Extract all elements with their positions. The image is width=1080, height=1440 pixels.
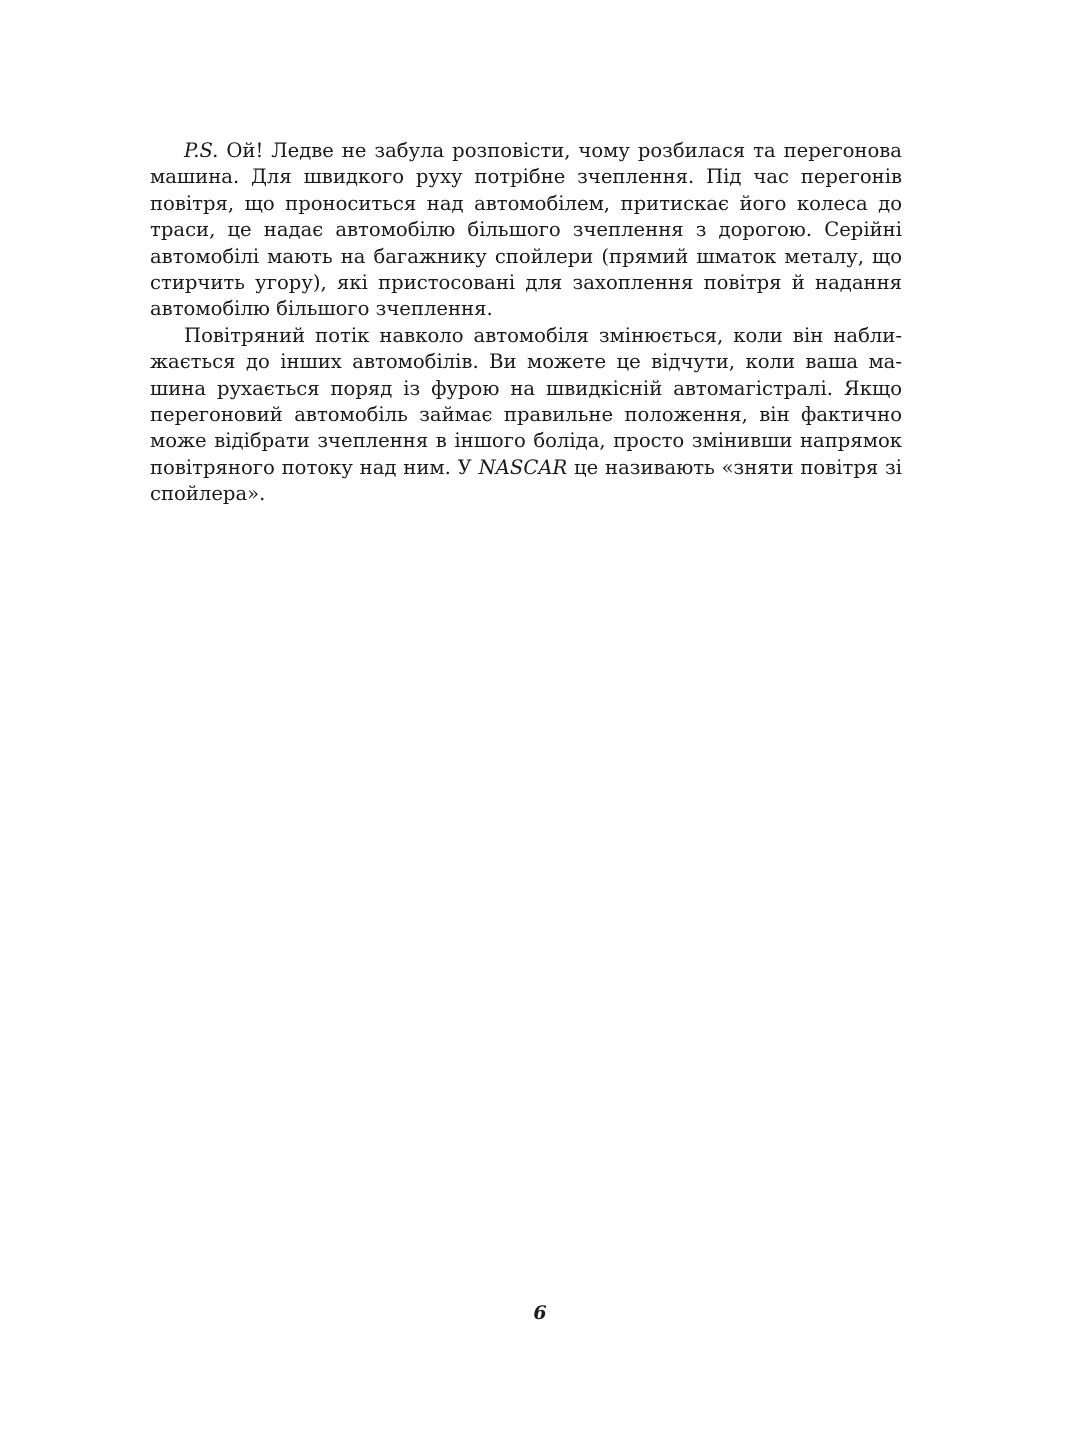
- paragraph-ps-text: Ой! Ледве не забула розповісти, чому розбилася та перегонова машина. Для швидкого руху потрібне зчеплення. Під час перегонів повітря, що проноситься над автомобілем, притискає його колеса до траси, це надає автомобілю більшого зчеплення з дорогою. Серійні автомобілі мають на багажнику спойлери (прямий шматок металу, що стирчить угору), які пристосовані для захоплення повітря й надання автомобілю більшого зчеплення.: [150, 139, 902, 321]
- page-number: 6: [533, 1302, 547, 1324]
- paragraph-airflow-text-after: це називають «зняти повітря зі спойлера».: [150, 455, 903, 506]
- body-text: [150, 138, 902, 508]
- ps-label: P.S.: [184, 139, 219, 162]
- paragraph-airflow: [150, 323, 902, 508]
- paragraph-ps: [150, 138, 902, 323]
- paragraph-airflow-text-before: Повітряний потік навколо автомобіля змінюється, коли він наближається до інших автомобілів. Ви можете це відчути, коли ваша машина рухається поряд із фурою на швидкісній автомагістралі. Якщо перегоновий автомобіль займає правильне положення, він фактично може відібрати зчеплення в іншого боліда, просто змінивши напрямок повітряного потоку над ним. У: [150, 323, 902, 479]
- nascar-term: NASCAR: [478, 455, 568, 479]
